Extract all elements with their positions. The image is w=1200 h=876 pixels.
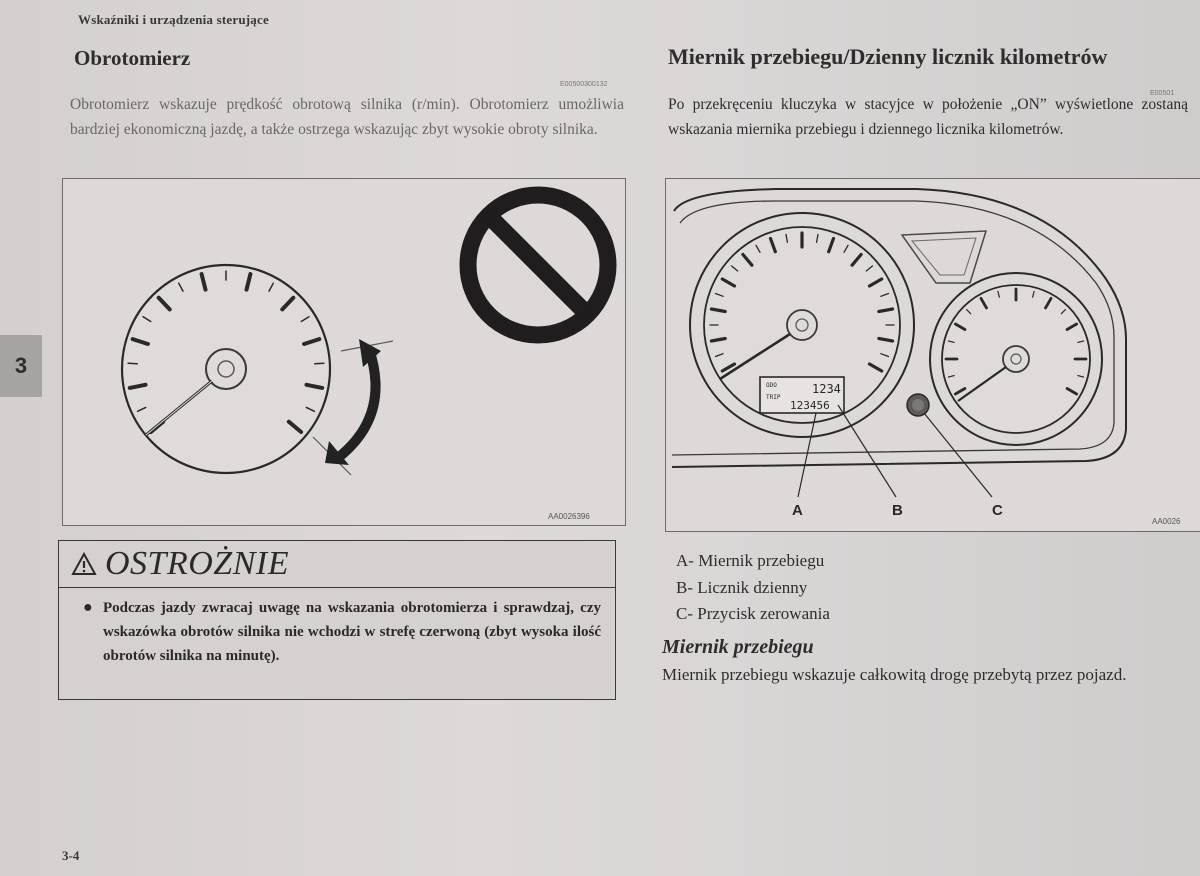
odometer-value: 123456 bbox=[790, 399, 830, 412]
tachometer-dial bbox=[122, 265, 330, 473]
caution-text: Podczas jazdy zwracaj uwagę na wskazania obrotomierza i sprawdzaj, czy wskazówka obrotów silnika nie wchodzi w strefę czerwoną (zbyt wysoka ilość obrotów silnika na minutę). bbox=[103, 600, 601, 664]
dial-tick bbox=[315, 363, 324, 364]
odometer-heading: Miernik przebiegu/Dzienny licznik kilometrów bbox=[668, 44, 1108, 69]
svg-text:ODO: ODO bbox=[766, 382, 777, 389]
instrument-cluster-figure bbox=[665, 178, 1200, 532]
section-code: E00501 bbox=[1150, 90, 1175, 97]
running-header: Wskaźniki i urządzenia sterujące bbox=[78, 12, 269, 27]
reset-button-icon bbox=[907, 394, 929, 416]
figure-legend bbox=[676, 548, 830, 628]
tachometer-heading: Obrotomierz bbox=[74, 46, 191, 70]
callout-b: B bbox=[892, 502, 903, 519]
instrument-cluster-illustration bbox=[666, 179, 1200, 531]
dial-tick bbox=[128, 363, 137, 364]
caution-box bbox=[58, 540, 616, 700]
legend-item: B- Licznik dzienny bbox=[676, 577, 808, 597]
caution-header bbox=[59, 541, 615, 588]
legend-item: C- Przycisk zerowania bbox=[676, 604, 830, 623]
odometer-subparagraph: Miernik przebiegu wskazuje całkowitą drogę przebytą przez pojazd. bbox=[662, 665, 1127, 684]
legend-item: A- Miernik przebiegu bbox=[676, 551, 825, 570]
caution-title: OSTROŻNIE bbox=[105, 545, 289, 582]
figure-code: AA0026396 bbox=[548, 512, 590, 521]
tachometer-paragraph: Obrotomierz wskazuje prędkość obrotową silnika (r/min). Obrotomierz umożliwia bardziej ekonomiczną jazdę, a także ostrzega wskazując zbyt wysokie obroty silnika. bbox=[70, 96, 624, 138]
callout-a: A bbox=[792, 502, 803, 519]
figure-code: AA0026 bbox=[1152, 517, 1181, 526]
prohibition-icon bbox=[468, 195, 608, 335]
section-code: E00500300132 bbox=[560, 81, 608, 88]
trip-value: 1234 bbox=[812, 382, 841, 396]
warning-triangle-icon bbox=[71, 552, 97, 576]
tachometer-illustration bbox=[63, 179, 625, 525]
caution-item bbox=[59, 588, 615, 668]
odometer-subheading: Miernik przebiegu bbox=[662, 636, 814, 658]
callout-c: C bbox=[992, 502, 1003, 519]
page-number: 3-4 bbox=[62, 848, 80, 863]
small-tachometer-dial bbox=[930, 273, 1102, 445]
odometer-display bbox=[760, 377, 844, 413]
odometer-paragraph: Po przekręceniu kluczyka w stacyjce w położenie „ON” wyświetlone zostaną wskazania miernika przebiegu i dziennego licznika kilometrów. bbox=[668, 96, 1188, 138]
chapter-tab: 3 bbox=[0, 335, 42, 397]
bullet-icon: ● bbox=[83, 599, 93, 616]
tachometer-figure bbox=[62, 178, 626, 526]
svg-text:TRIP: TRIP bbox=[766, 394, 781, 401]
